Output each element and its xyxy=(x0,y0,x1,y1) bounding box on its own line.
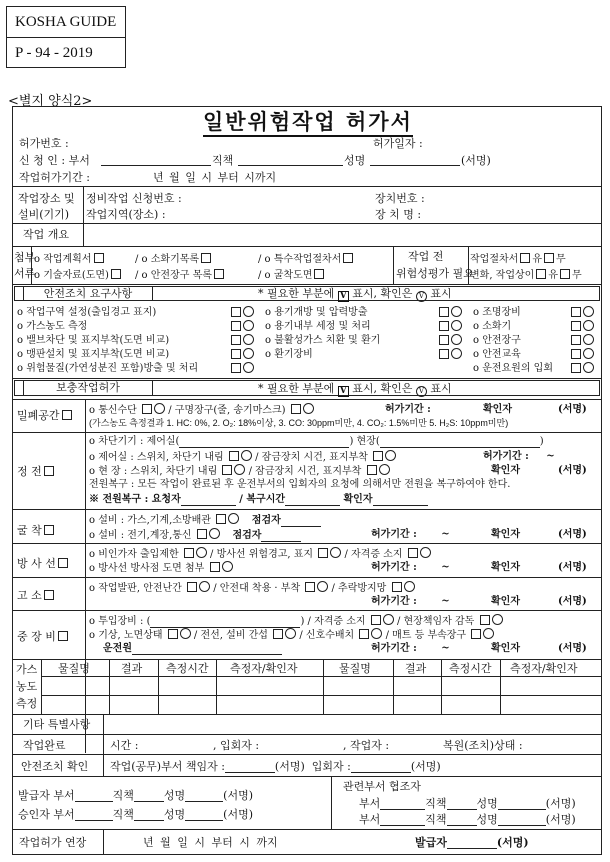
extension-date[interactable]: 년 월 일 시 부터 시 까지 xyxy=(143,836,278,849)
completion-label: 작업완료 xyxy=(23,739,66,752)
heavy-equipment-label: 중 장 비 xyxy=(17,630,56,643)
restore-requester: ※ 전원복구 : 요청자 xyxy=(89,494,181,505)
coop-name: 성명 xyxy=(476,813,498,826)
coop-name: 성명 xyxy=(476,797,498,810)
maint-apply-no-label: 정비작업 신청번호 : xyxy=(86,192,182,205)
field-switch-circle[interactable] xyxy=(234,464,245,475)
safety-confirm-label: 안전조치 확인 xyxy=(21,760,89,773)
access-checkbox[interactable] xyxy=(184,548,194,558)
safety-confirm-circle[interactable] xyxy=(243,320,254,331)
harness-circle[interactable] xyxy=(317,581,328,592)
work-area-label: 작업지역(장소) : xyxy=(86,208,166,221)
permit-number-label: 허가번호 : xyxy=(19,137,69,150)
witness-field[interactable] xyxy=(351,761,411,773)
coop-name-field[interactable] xyxy=(498,814,546,826)
heavy-period: 허가기간 : xyxy=(371,643,417,654)
excav-period: 허가기간 : xyxy=(371,529,417,540)
gas-col-time: 측정시간 xyxy=(166,662,209,675)
coop-rank-field[interactable] xyxy=(447,798,477,810)
safety-checkbox[interactable] xyxy=(571,363,581,373)
approver-name-field[interactable] xyxy=(185,809,223,821)
safety-item: o 운전요원의 입회 xyxy=(473,363,553,374)
safety-item: o 환기장비 xyxy=(265,349,313,360)
attach-excavation-drawing: / o 굴착도면 xyxy=(258,270,313,281)
field-lockout-circle[interactable] xyxy=(379,464,390,475)
lockout-checkbox[interactable] xyxy=(373,451,383,461)
warning-checkbox[interactable] xyxy=(318,548,328,558)
heavy-sign: (서명) xyxy=(558,643,587,654)
safety-checkbox[interactable] xyxy=(571,349,581,359)
inspector-field[interactable] xyxy=(281,515,321,527)
scaffold-rail: o 작업발판, 안전난간 xyxy=(89,583,182,594)
control-room-switch: o 제어실 : 스위치, 차단기 내림 xyxy=(89,452,224,463)
issuer-rank-field[interactable] xyxy=(134,790,164,802)
safety-item: o 안전장구 xyxy=(473,335,521,346)
gas-col-substance: 물질명 xyxy=(58,662,90,675)
field-lockout-checkbox[interactable] xyxy=(367,465,377,475)
weather-circle[interactable] xyxy=(180,628,191,639)
procedure-change-label-2: 변화, 작업상이 xyxy=(470,270,535,281)
safety-item: o 불활성가스 치환 및 환기 xyxy=(265,335,381,346)
gas-col-measurer-2: 측정자/확인자 xyxy=(510,662,578,675)
license-checkbox[interactable] xyxy=(408,548,418,558)
inspector-label: 점검자 xyxy=(232,530,262,541)
issuer-dept-field[interactable] xyxy=(75,790,113,802)
weather-checkbox[interactable] xyxy=(168,629,178,639)
extension-label: 작업허가 연장 xyxy=(19,836,87,849)
radiation-period: 허가기간 : xyxy=(371,562,417,573)
manager-sign: (서명) xyxy=(274,760,305,773)
safety-checkbox[interactable] xyxy=(231,349,241,359)
mat-accessories: / 매트 등 부속장구 xyxy=(385,630,467,641)
coop-name-field[interactable] xyxy=(498,798,546,810)
procedure-change-yes-checkbox[interactable] xyxy=(520,253,530,263)
safety-item: o 용기내부 세정 및 처리 xyxy=(265,321,371,332)
equipment-input: o 투입장비 : ( xyxy=(89,616,151,627)
work-period-label: 작업허가기간 : xyxy=(19,171,90,184)
coop-dept: 부서 xyxy=(359,797,381,810)
yes-label: 유 xyxy=(532,254,542,265)
safety-checkbox[interactable] xyxy=(439,349,449,359)
supervisor-checkbox[interactable] xyxy=(480,615,490,625)
manager-field[interactable] xyxy=(225,761,275,773)
gas-pipe-checkbox[interactable] xyxy=(216,514,226,524)
attach-work-plan-checkbox[interactable] xyxy=(94,253,104,263)
safety-confirm-circle[interactable] xyxy=(451,320,462,331)
safety-item: o 조명장비 xyxy=(473,307,521,318)
attach-docs-label-1: 첨부 xyxy=(14,251,36,264)
circled-check-icon: V xyxy=(416,386,427,397)
safety-confirm-circle[interactable] xyxy=(451,334,462,345)
access-restrict: o 비인가자 출입제한 xyxy=(89,549,179,560)
height-period: 허가기간 : xyxy=(371,596,417,607)
issuer-rank: 직책 xyxy=(112,789,134,802)
guide-name: KOSHA GUIDE xyxy=(15,14,117,30)
attach-ppe-list-checkbox[interactable] xyxy=(214,269,224,279)
gas-label-3: 측정 xyxy=(16,697,38,710)
issuer-sign: (서명) xyxy=(223,789,254,802)
license-checkbox[interactable] xyxy=(371,615,381,625)
safety-checkbox[interactable] xyxy=(231,335,241,345)
safety-item: o 밸브차단 및 표지부착(도면 비교) xyxy=(17,335,170,346)
gas-col-time-2: 측정시간 xyxy=(449,662,492,675)
check-mark-icon: V xyxy=(338,291,349,302)
restore-confirmer: 확인자 xyxy=(343,494,373,505)
circled-check-icon: V xyxy=(416,291,427,302)
approver-rank: 직책 xyxy=(112,808,134,821)
scaffold-checkbox[interactable] xyxy=(187,582,197,592)
attach-special-procedure: / o 특수작업절차서 xyxy=(258,254,342,265)
height-tilde: ~ xyxy=(441,596,450,607)
equipment-no-label: 장치번호 : xyxy=(375,192,425,205)
safety-confirm-circle[interactable] xyxy=(451,348,462,359)
safety-checkbox[interactable] xyxy=(571,321,581,331)
safety-confirm-circle[interactable] xyxy=(583,362,594,373)
field-site-field[interactable] xyxy=(380,436,540,448)
power-confirmer: 확인자 xyxy=(491,465,520,476)
safety-checkbox[interactable] xyxy=(439,321,449,331)
approver-rank-field[interactable] xyxy=(134,809,164,821)
safety-confirm-circle[interactable] xyxy=(583,306,594,317)
approver-dept-field[interactable] xyxy=(75,809,113,821)
applicant-name-label: 성명 xyxy=(344,154,366,167)
gas-pipe-circle[interactable] xyxy=(228,513,239,524)
electric-checkbox[interactable] xyxy=(197,529,207,539)
work-diff-yes-checkbox[interactable] xyxy=(536,269,546,279)
field-switch-checkbox[interactable] xyxy=(222,465,232,475)
witness-sign: (서명) xyxy=(410,760,441,773)
drawing-checkbox[interactable] xyxy=(210,562,220,572)
operator-label: 운전원 xyxy=(103,643,132,654)
procedure-change-no-checkbox[interactable] xyxy=(544,253,554,263)
excav-confirmer: 확인자 xyxy=(491,529,520,540)
wire-circle[interactable] xyxy=(285,628,296,639)
warning-circle[interactable] xyxy=(330,547,341,558)
gas-label-1: 가스 xyxy=(16,663,38,676)
work-period-fill[interactable]: 년 월 일 시 부터 시까지 xyxy=(153,171,277,184)
net-checkbox[interactable] xyxy=(392,582,402,592)
lockout-circle[interactable] xyxy=(385,450,396,461)
coop-sign: (서명) xyxy=(545,797,576,810)
gas-test-result: (가스농도 측정결과 1. HC: 0%, 2. O₂: 18%이상, 3. CO: 30ppm미만, 4. CO₂: 1.5%미만 5. H₂S: 10ppm미만) xyxy=(89,418,509,428)
approver-name: 성명 xyxy=(163,808,186,821)
place-label-2: 설비(기기) xyxy=(18,208,70,221)
heavy-equipment-checkbox[interactable] xyxy=(58,631,68,641)
height-confirmer: 확인자 xyxy=(491,596,520,607)
comm-confirm-circle[interactable] xyxy=(154,403,165,414)
lockout-tag: / 잠금장치 시건, 표지부착 xyxy=(255,452,368,463)
safety-confirm-circle[interactable] xyxy=(243,362,254,373)
completion-worker: , 작업자 : xyxy=(343,739,390,752)
height-sign: (서명) xyxy=(558,596,587,607)
yes-label: 유 xyxy=(548,270,558,281)
safety-confirm-circle[interactable] xyxy=(583,320,594,331)
equipment-name-label: 장 치 명 : xyxy=(375,208,422,221)
permit-date-label: 허가일자 : xyxy=(373,137,423,150)
attach-tech-data-checkbox[interactable] xyxy=(111,269,121,279)
issuer-dept: 발급자 부서 xyxy=(18,789,75,802)
attach-ppe-list: / o 안전장구 목록 xyxy=(135,270,212,281)
completion-witness: , 입회자 : xyxy=(213,739,260,752)
safety-confirm-circle[interactable] xyxy=(243,348,254,359)
excavation-checkbox[interactable] xyxy=(44,525,54,535)
supp-title: 보충작업허가 xyxy=(23,380,153,396)
gas-col-substance-2: 물질명 xyxy=(339,662,371,675)
radiation-label: 방 사 선 xyxy=(17,557,56,570)
heavy-confirmer: 확인자 xyxy=(491,643,520,654)
extension-sign: (서명) xyxy=(496,836,529,849)
supervisor-circle[interactable] xyxy=(492,614,503,625)
pre-work-label-2: 위험성평가 필요 xyxy=(396,267,474,280)
license-circle[interactable] xyxy=(420,547,431,558)
power-label: 정 전 xyxy=(17,465,42,478)
gas-label-2: 농도 xyxy=(16,680,38,693)
confirm-witness: 입회자 : xyxy=(311,760,351,773)
gas-pipe-facility: o 설비 : 가스,기계,소방배관 xyxy=(89,515,211,526)
excavation-label: 굴 착 xyxy=(17,524,42,537)
safety-checkbox[interactable] xyxy=(439,335,449,345)
attachment-label: <별지 양식2> xyxy=(8,94,93,109)
form-title: 일반위험작업 허가서 xyxy=(203,109,413,137)
issuer-name: 성명 xyxy=(163,789,186,802)
supp-note-3: 표시 xyxy=(430,382,452,395)
safety-item: o 안전교육 xyxy=(473,349,521,360)
coop-dept-field[interactable] xyxy=(380,814,425,826)
place-label-1: 작업장소 및 xyxy=(18,192,75,205)
field-lockout: / 잠금장치 시건, 표지부착 xyxy=(248,466,362,477)
dept-manager: 작업(공무)부서 책임자 : xyxy=(110,760,225,773)
equipment-input-field[interactable] xyxy=(150,616,300,628)
attach-work-plan: o 작업계획서 xyxy=(34,254,92,265)
attach-extinguisher-checkbox[interactable] xyxy=(201,253,211,263)
radiation-confirmer: 확인자 xyxy=(491,562,520,573)
harness: / 안전대 착용 · 부착 xyxy=(213,583,301,594)
operator-license: ) / 자격증 소지 xyxy=(300,616,366,627)
signalman-checkbox[interactable] xyxy=(359,629,369,639)
rescue-gear: / 구명장구(줄, 송기마스크) xyxy=(168,405,286,416)
attach-docs-label-2: 서류 xyxy=(14,267,36,280)
operator-field[interactable] xyxy=(132,643,282,655)
height-label: 고 소 xyxy=(17,589,42,602)
rescue-confirm-circle[interactable] xyxy=(303,403,314,414)
radiation-warning: / 방사선 위험경고, 표지 xyxy=(210,549,314,560)
site-supervisor: / 현장책임자 감독 xyxy=(396,616,475,627)
weather-road: o 기상, 노면상태 xyxy=(89,630,163,641)
radiation-checkbox[interactable] xyxy=(58,558,68,568)
confined-checkbox[interactable] xyxy=(62,410,72,420)
drawing-circle[interactable] xyxy=(222,561,233,572)
attach-extinguisher-list: / o 소화기목록 xyxy=(135,254,200,265)
height-checkbox[interactable] xyxy=(44,590,54,600)
extension-issuer: 발급자 xyxy=(415,836,447,849)
procedure-change-label-1: 작업절차서 xyxy=(470,254,519,265)
attach-special-procedure-checkbox[interactable] xyxy=(343,253,353,263)
approver-dept: 승인자 부서 xyxy=(18,808,75,821)
license-circle[interactable] xyxy=(383,614,394,625)
safety-checkbox[interactable] xyxy=(571,307,581,317)
gas-col-measurer: 측정자/확인자 xyxy=(230,662,298,675)
coop-rank: 직책 xyxy=(425,813,447,826)
safety-item: o 위험물질(가연성분진 포함)방출 및 처리 xyxy=(17,363,199,374)
inspector-label: 점검자 xyxy=(251,515,281,526)
power-sign: (서명) xyxy=(558,465,587,476)
safety-item: o 맹판설치 및 표지부착(도면 비교) xyxy=(17,349,170,360)
access-circle[interactable] xyxy=(196,547,207,558)
guide-code: P - 94 - 2019 xyxy=(7,37,125,67)
electric-circle[interactable] xyxy=(209,528,220,539)
coop-rank: 직책 xyxy=(425,797,447,810)
issuer-name-field[interactable] xyxy=(185,790,223,802)
applicant-dept-label: 신 청 인 : 부서 xyxy=(19,154,90,167)
supp-note: * 필요한 부분에 xyxy=(258,382,335,395)
safety-item: o 작업구역 설정(출입경고 표지) xyxy=(17,307,157,318)
no-label: 무 xyxy=(572,270,582,281)
confined-sign: (서명) xyxy=(558,404,587,415)
special-notes-label: 기타 특별사항 xyxy=(23,718,91,731)
coop-rank-field[interactable] xyxy=(447,814,477,826)
applicant-name-field[interactable] xyxy=(370,154,460,166)
safety-note-3: 표시 xyxy=(430,287,452,300)
radiation-drawing: o 방사선 방사점 도면 첨부 xyxy=(89,563,205,574)
work-overview-label: 작업 개요 xyxy=(23,228,70,241)
field-switch: o 현 장 : 스위치, 차단기 내림 xyxy=(89,466,218,477)
power-period: 허가기간 : xyxy=(483,451,529,462)
excav-sign: (서명) xyxy=(558,529,587,540)
coop-sign: (서명) xyxy=(545,813,576,826)
safety-checkbox[interactable] xyxy=(439,307,449,317)
confined-label: 밀폐공간 xyxy=(17,409,60,422)
check-mark-icon: V xyxy=(338,386,349,397)
wire-interference: / 전선, 설비 간섭 xyxy=(193,630,268,641)
applicant-sign: (서명) xyxy=(461,154,491,167)
approver-sign: (서명) xyxy=(223,808,254,821)
safety-note: * 필요한 부분에 xyxy=(258,287,335,300)
control-switch-circle[interactable] xyxy=(241,450,252,461)
coop-dept: 부서 xyxy=(359,813,381,826)
safety-confirm-circle[interactable] xyxy=(451,306,462,317)
comm-checkbox[interactable] xyxy=(142,404,152,414)
applicant-rank-field[interactable] xyxy=(238,154,343,166)
mat-checkbox[interactable] xyxy=(471,629,481,639)
extension-issuer-field[interactable] xyxy=(447,837,497,849)
no-label: 무 xyxy=(555,254,566,265)
power-checkbox[interactable] xyxy=(44,466,54,476)
breaker-line: o 차단기기 : 제어실( xyxy=(89,436,180,447)
gas-col-result-2: 결과 xyxy=(405,662,427,675)
safety-checkbox[interactable] xyxy=(231,321,241,331)
heavy-tilde: ~ xyxy=(441,643,450,654)
safety-checkbox[interactable] xyxy=(231,363,241,373)
safety-item: o 가스농도 측정 xyxy=(17,321,88,332)
safety-item: o 소화기 xyxy=(473,321,512,332)
safety-confirm-circle[interactable] xyxy=(583,348,594,359)
mat-circle[interactable] xyxy=(483,628,494,639)
gas-col-result: 결과 xyxy=(121,662,143,675)
radiation-sign: (서명) xyxy=(558,562,587,573)
net-circle[interactable] xyxy=(404,581,415,592)
license-holder: / 자격증 소지 xyxy=(344,549,403,560)
confined-period: 허가기간 : xyxy=(385,404,431,415)
electric-facility: o 설비 : 전기,계장,통신 xyxy=(89,530,192,541)
signalman: / 신호수배치 xyxy=(299,630,355,641)
safety-item: o 용기개방 및 압력방출 xyxy=(265,307,368,318)
restore-requester-field[interactable] xyxy=(181,494,236,506)
safety-net: / 추락방지망 xyxy=(331,583,387,594)
breaker-field-label: ) 현장( xyxy=(349,436,380,447)
harness-checkbox[interactable] xyxy=(305,582,315,592)
restore-confirmer-field[interactable] xyxy=(373,494,428,506)
rescue-checkbox[interactable] xyxy=(291,404,301,414)
radiation-tilde: ~ xyxy=(441,562,450,573)
control-switch-checkbox[interactable] xyxy=(229,451,239,461)
completion-time: 시간 : xyxy=(110,739,139,752)
attach-excavation-checkbox[interactable] xyxy=(314,269,324,279)
work-diff-no-checkbox[interactable] xyxy=(560,269,570,279)
safety-confirm-circle[interactable] xyxy=(243,306,254,317)
safety-confirm-circle[interactable] xyxy=(583,334,594,345)
confined-confirmer: 확인자 xyxy=(483,404,512,415)
breaker-close: ) xyxy=(539,436,544,447)
safety-confirm-circle[interactable] xyxy=(243,334,254,345)
safety-note-2: 표시, 확인은 xyxy=(352,287,413,300)
pre-work-label-1: 작업 전 xyxy=(408,250,444,263)
restore-state: 복원(조치)상태 : xyxy=(443,739,523,752)
coop-label: 관련부서 협조자 xyxy=(343,780,421,793)
power-restore-note: 전원복구 : 모든 작업이 완료된 후 운전부서의 입회자의 요청에 의해서만 전원을 복구하여야 한다. xyxy=(89,479,511,490)
coop-dept-field[interactable] xyxy=(380,798,425,810)
wire-checkbox[interactable] xyxy=(273,629,283,639)
applicant-rank-label: 직책 xyxy=(212,154,234,167)
safety-checkbox[interactable] xyxy=(231,307,241,317)
excav-tilde: ~ xyxy=(441,529,450,540)
control-room-field[interactable] xyxy=(179,436,349,448)
guide-header-box xyxy=(6,6,126,68)
permit-form xyxy=(12,106,602,855)
signalman-circle[interactable] xyxy=(371,628,382,639)
inspector-field[interactable] xyxy=(261,530,301,542)
safety-checkbox[interactable] xyxy=(571,335,581,345)
restore-time: / 복구시간 xyxy=(239,494,286,505)
applicant-dept-field[interactable] xyxy=(101,154,211,166)
safety-title: 안전조치 요구사항 xyxy=(23,286,153,301)
comm-means: o 통신수단 xyxy=(89,405,137,416)
attach-tech-data: o 기술자료(도면) xyxy=(34,270,109,281)
restore-time-field[interactable] xyxy=(285,494,340,506)
power-period-tilde: ~ xyxy=(546,451,555,462)
scaffold-circle[interactable] xyxy=(199,581,210,592)
supp-note-2: 표시, 확인은 xyxy=(352,382,413,395)
